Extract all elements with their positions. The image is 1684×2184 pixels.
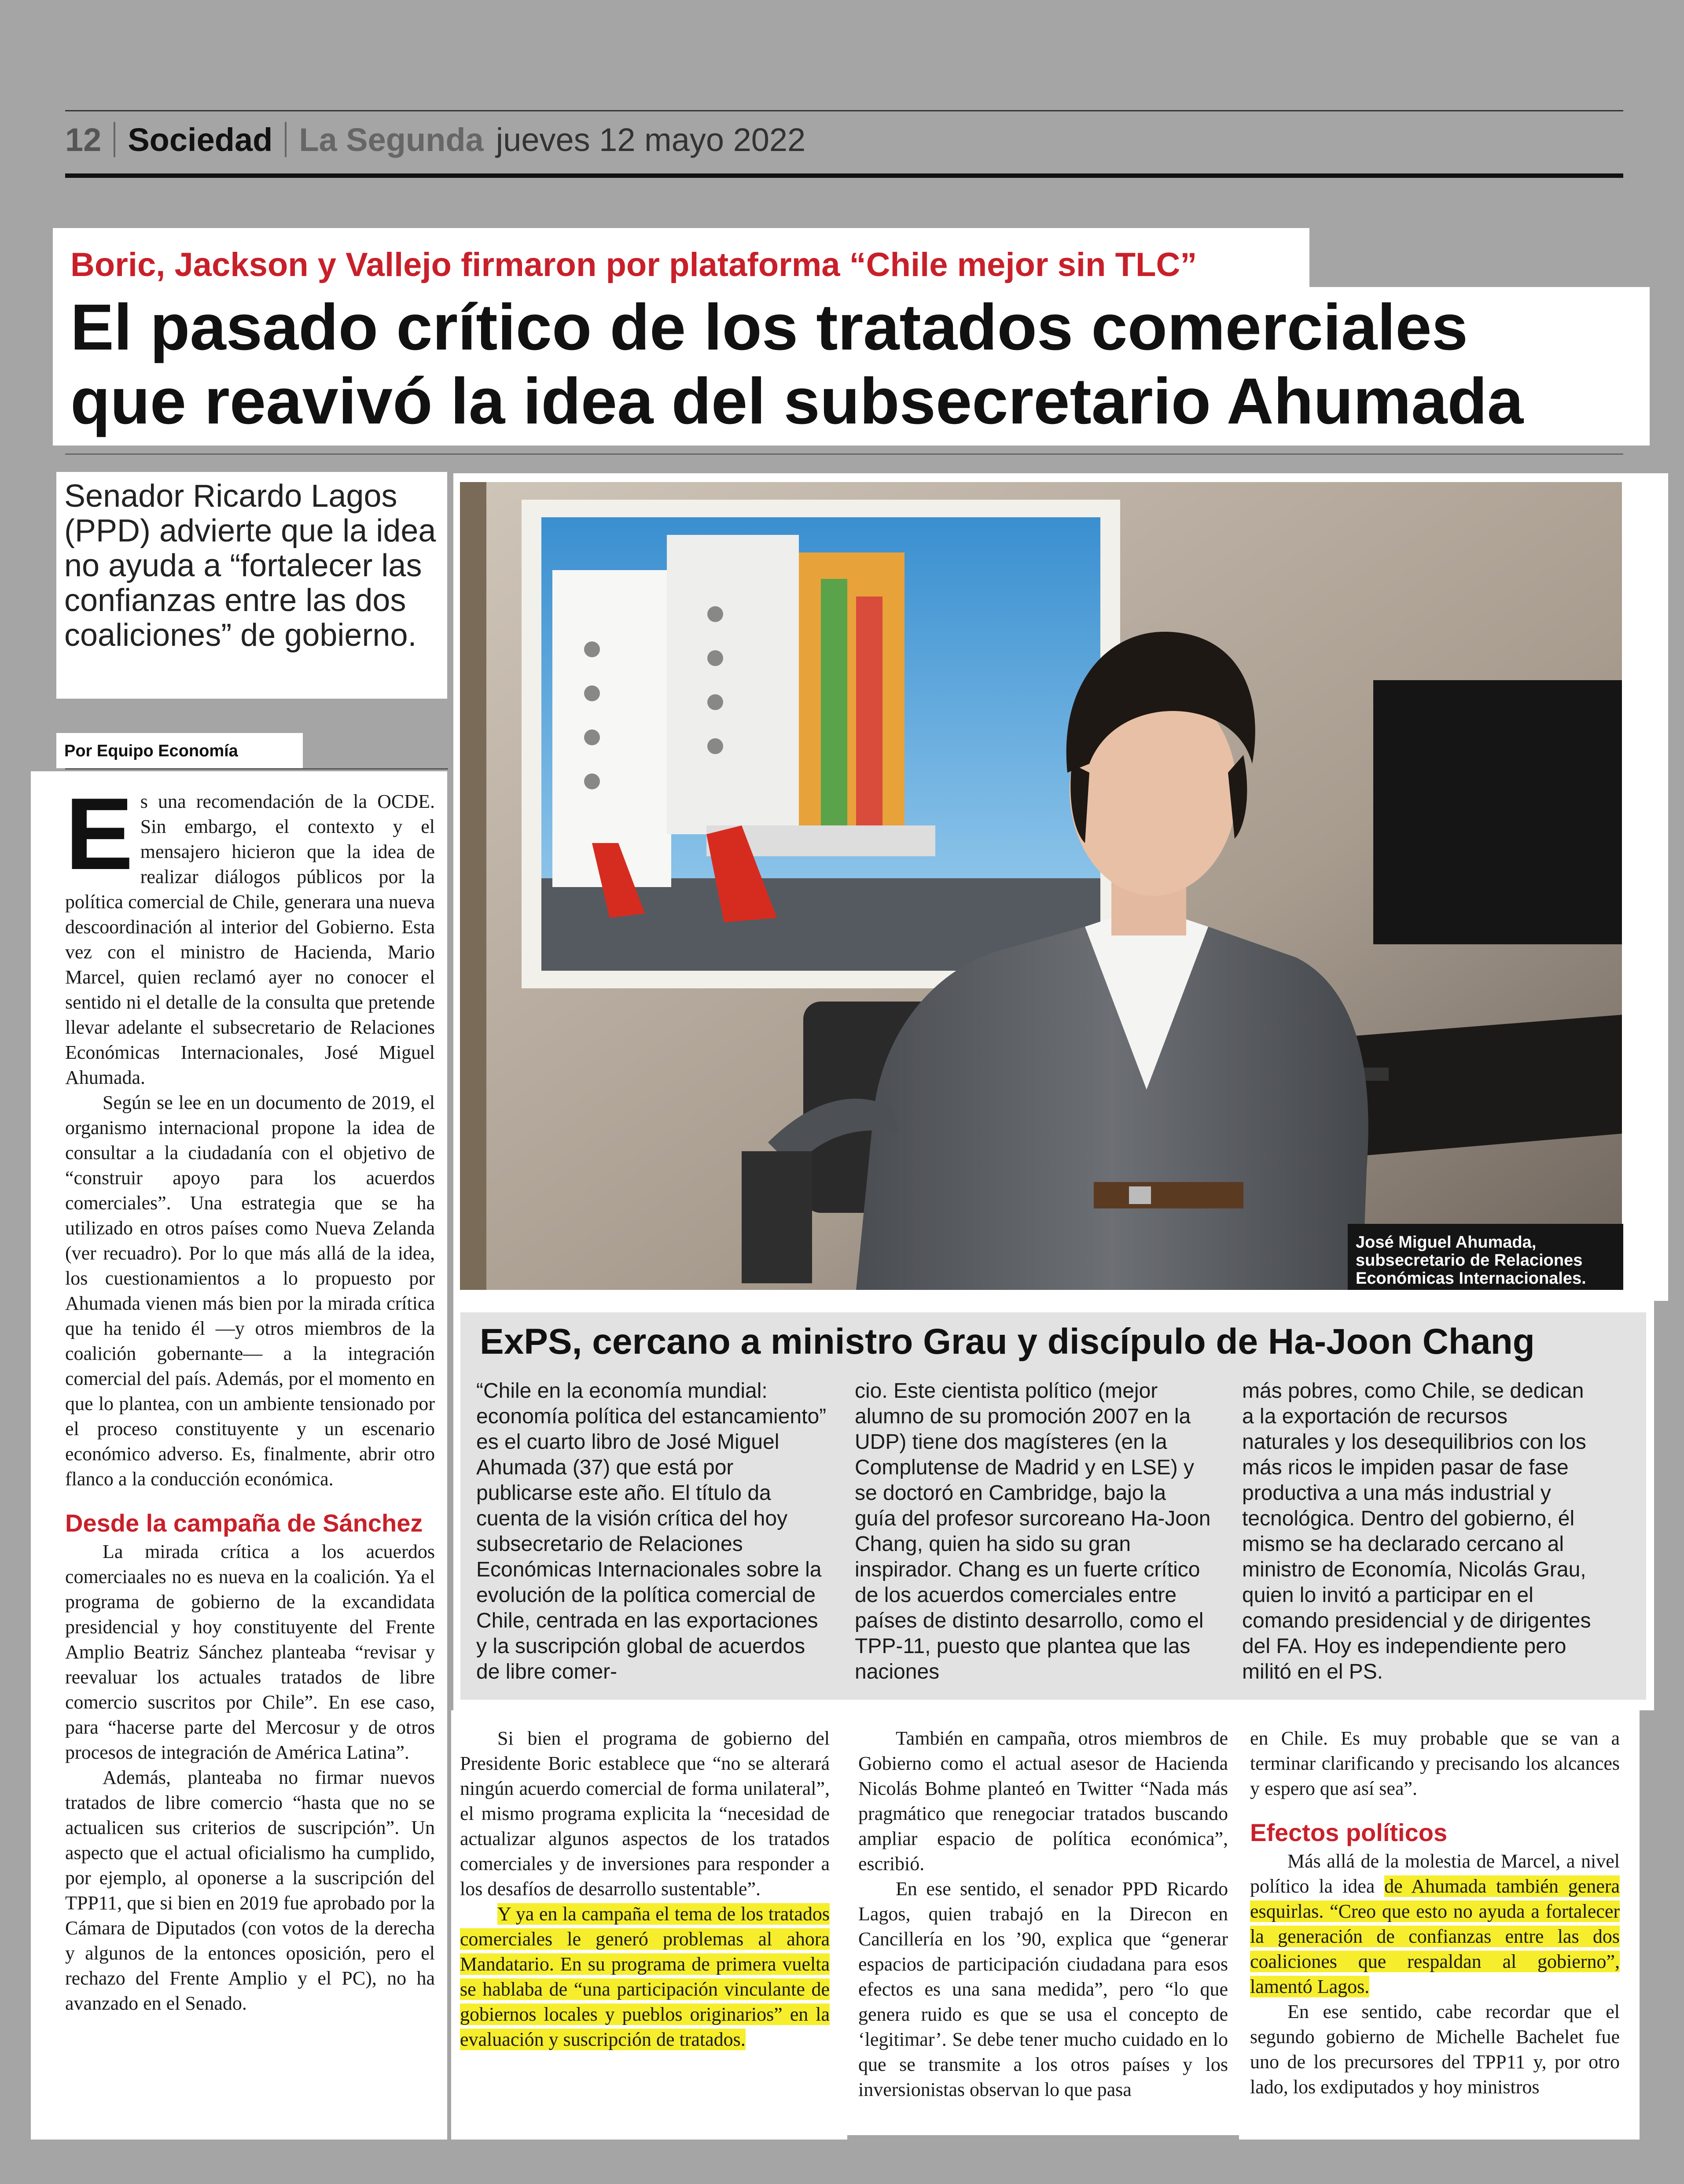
headline-line-1: El pasado crítico de los tratados comerciales <box>70 291 1468 364</box>
sidebar-title: ExPS, cercano a ministro Grau y discípulo de Ha-Joon Chang <box>480 1322 1535 1362</box>
issue-date: jueves 12 mayo 2022 <box>496 121 806 158</box>
publication-name: La Segunda <box>299 121 484 158</box>
article-kicker: Boric, Jackson y Vallejo firmaron por plataforma “Chile mejor sin TLC” <box>53 228 1309 289</box>
masthead-divider <box>285 122 287 157</box>
lead-paragraph: Es una recomendación de la OCDE. Sin embargo, el contexto y el mensajero hicieron que la idea de realizar diálogos públicos por la política comercial de Chile, generara una nueva descoordinación al interior del Gobierno. Esta vez con el ministro de Hacienda, Mario Marcel, quien reclamó ayer no conocer el sentido ni el detalle de la consulta que pretende llevar adelante el subsecretario de Relaciones Económicas Internacionales, José Miguel Ahumada. <box>65 777 435 1088</box>
section-name: Sociedad <box>128 121 273 158</box>
sidebar-column-2: cio. Este cientista político (mejor alumno de su promoción 2007 en la UDP) tiene dos magísteres (en la Complutense de Madrid y en LSE) y se doctoró en Cambridge, bajo la guía del profesor surcoreano Ha-Joon Chang, quien ha sido su gran inspirador. Chang es un fuerte crítico de los acuerdos comerciales entre países de distinto desarrollo, como el TPP-11, puesto que plantea que las naciones <box>855 1379 1211 1683</box>
paragraph: La mirada crítica a los acuerdos comerciaales no es nueva en la coalición. Ya el programa de gobierno de la excandidata presidencial y hoy constituyente del Frente Amplio Beatriz Sánchez planteaba “revisar y reevaluar los actuales tratados de libre comercio suscritos por Chile”. En ese caso, para “hacerse parte del Mercosur y de otros procesos de integración de América Latina”. <box>65 1541 435 1763</box>
sidebar-box <box>453 1301 1654 1710</box>
sidebar-column-1: “Chile en la economía mundial: economía política del estancamiento” es el cuarto libro de José Miguel Ahumada (37) que está por publicarse este año. El título da cuenta de la visión crítica del hoy subsecretario de Relaciones Económicas Internacionales sobre la evolución de la política comercial de Chile, centrada en las exportaciones y la suscripción global de acuerdos de libre comer- <box>476 1379 827 1683</box>
paragraph: También en campaña, otros miembros de Gobierno como el actual asesor de Hacienda Nicolás Bohme planteó en Twitter “Nada más pragmático que renegociar tratados buscando ampliar espacio de política económica”, escribió. <box>858 1727 1228 1875</box>
article-deck: Senador Ricardo Lagos (PPD) advierte que la idea no ayuda a “fortalecer las confianzas entre las dos coaliciones” de gobierno. <box>56 472 447 699</box>
subhead-sanchez: Desde la campaña de Sánchez <box>65 1509 423 1537</box>
sidebar-column-3: más pobres, como Chile, se dedican a la exportación de recursos naturales y los desequilibrios con los más ricos le impiden pasar de fase productiva a una más industrial y tecnológica. Dentro del gobierno, él mismo se ha declarado cercano al ministro de Economía, Nicolás Grau, quien lo invitó a participar en el comando presidencial y de dirigentes del FA. Hoy es independiente pero militó en el PS. <box>1242 1379 1591 1683</box>
photo-caption: José Miguel Ahumada, subsecretario de Relaciones Económicas Internacionales. <box>1348 1224 1623 1290</box>
article-column-3 <box>858 1726 1228 2102</box>
byline: Por Equipo Economía <box>56 733 303 768</box>
highlight: Y ya en la campaña el tema de los tratados comerciales le generó problemas al ahora Mandatario. En su programa de primera vuelta se hablaba de “una participación vinculante de gobiernos locales y pueblos originarios” en la evaluación y suscripción de tratados. <box>460 1903 830 2050</box>
article-headline <box>53 287 1650 446</box>
wall-artwork <box>522 500 1120 988</box>
paragraph: En ese sentido, el senador PPD Ricardo Lagos, quien trabajó en la Direcon en Cancillería en los ’90, explica que “generar espacios de participación ciudadana para esos efectos es una sana medida”, pero “lo que genera ruido es que se usa el concepto de ‘legitimar’. Se debe tener mucho cuidado en lo que se transmite a los otros países y los inversionistas observan lo que pasa <box>858 1878 1228 2100</box>
article-column-4 <box>1250 1726 1620 2099</box>
headline-line-2: que reavivó la idea del subsecretario Ahumada <box>70 365 1524 438</box>
paragraph: en Chile. Es muy probable que se van a terminar clarificando y precisando los alcances y espero que así sea”. <box>1250 1727 1620 1799</box>
byline-rule <box>65 768 448 770</box>
paragraph: En ese sentido, cabe recordar que el segundo gobierno de Michelle Bachelet fue uno de los precursores del TPP11 y, por otro lado, los exdiputados y hoy ministros <box>1250 2001 1620 2098</box>
paragraph-highlighted <box>460 1901 830 2052</box>
masthead <box>65 115 805 164</box>
highlight: de Ahumada también genera esquirlas. “Creo que esto no ayuda a fortalecer la generación de confianzas entre las dos coaliciones que respaldan al gobierno”, lamentó Lagos. <box>1250 1875 1620 1997</box>
article-column-2 <box>460 1726 830 2052</box>
paragraph: Además, planteaba no firmar nuevos tratados de libre comercio “hasta que no se actualicen sus criterios de suscripción”. Un aspecto que el actual oficialismo ha cumplido, por ejemplo, al oponerse a la suscripción del TPP11, que si bien en 2019 fue aprobado por la Cámara de Diputados (con votos de la derecha y algunos de la entonces oposición, pero el rechazo del Frente Amplio y el PC), no ha avanzado en el Senado. <box>65 1767 435 2014</box>
sidebar-inner <box>460 1312 1646 1700</box>
paragraph: Más allá de la molestia de Marcel, a nivel político la idea de Ahumada también genera esquirlas. “Creo que esto no ayuda a fortalecer la generación de confianzas entre las dos coaliciones que respaldan al gobierno”, lamentó Lagos. <box>1250 1850 1620 1997</box>
article-column-1 <box>65 777 435 2016</box>
headline-rule <box>65 453 1623 455</box>
subhead-efectos: Efectos políticos <box>1250 1819 1448 1846</box>
paragraph: Según se lee en un documento de 2019, el organismo internacional propone la idea de consultar a la ciudadanía con el objetivo de “construir apoyo para los acuerdos comerciales”. Una estrategia que se ha utilizado en otros países como Nueva Zelanda (ver recuadro). Por lo que más allá de la idea, los cuestionamientos a lo propuesto por Ahumada vienen más bien por la mirada crítica que ha tenido él —y otros miembros de la coalición gobernante— a la integración comercial del país. Además, por el momento en que lo plantea, con un ambiente tensionado por el proceso constituyente y un escenario económico adverso. Es, finalmente, abrir otro flanco a la conducción económica. <box>65 1092 435 1490</box>
paragraph: Si bien el programa de gobierno del Presidente Boric establece que “no se alterará ningún acuerdo comercial de forma unilateral”, el mismo programa explicita la “necesidad de actualizar algunos aspectos de los tratados comerciales y de inversiones para responder a los desafíos de desarrollo sustentable”. <box>460 1727 830 1900</box>
tv-screen <box>1373 680 1622 944</box>
drop-cap: E <box>65 777 133 891</box>
masthead-top-rule <box>65 110 1623 111</box>
masthead-divider <box>114 122 115 157</box>
page-number: 12 <box>65 121 102 158</box>
portrait-photo <box>460 482 1622 1290</box>
masthead-bottom-rule <box>65 173 1623 178</box>
